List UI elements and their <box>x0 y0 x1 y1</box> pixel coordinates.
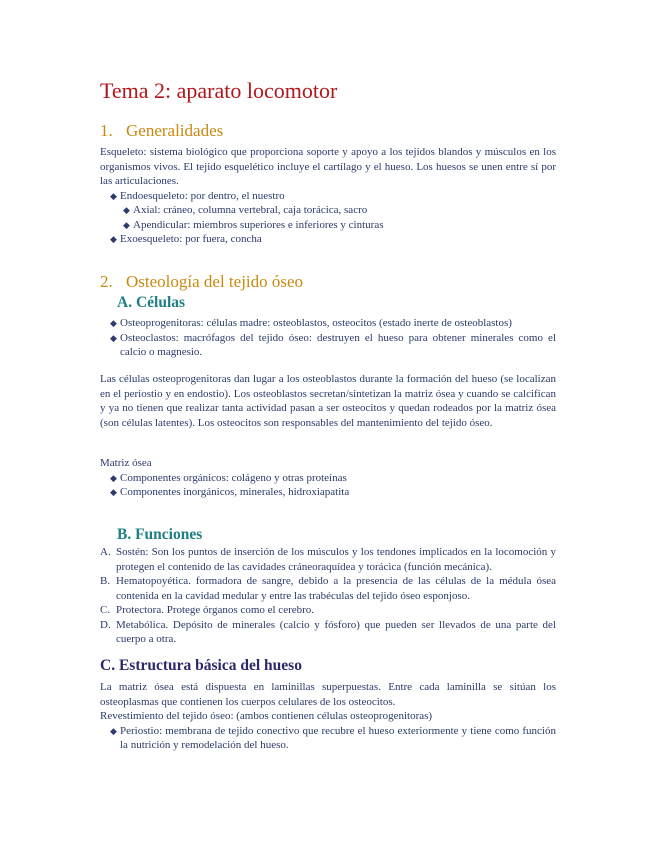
list-marker: B. <box>100 575 111 587</box>
skeleton-list <box>100 189 556 247</box>
list-item-text: Axial: cráneo, columna vertebral, caja torácica, sacro <box>133 204 368 216</box>
matriz-block <box>100 456 556 500</box>
list-item <box>100 574 556 603</box>
revestimiento-list <box>100 724 556 753</box>
matriz-label: Matriz ósea <box>100 457 152 469</box>
page-title: Tema 2: aparato locomotor <box>100 78 338 103</box>
list-item-text: Periostio: membrana de tejido conectivo que recubre el hueso exteriormente y tiene como función la nutrición y remodelación del hueso. <box>120 724 556 751</box>
list-item <box>100 724 556 753</box>
list-item-text: Componentes orgánicos: colágeno y otras proteínas <box>120 471 347 484</box>
list-item <box>100 203 556 218</box>
subsection-heading-estructura: C. Estructura básica del hueso <box>100 657 302 674</box>
paragraph-osteoprogenitoras: Las células osteoprogenitoras dan lugar a los osteoblastos durante la formación del hueso (se localizan en el periostio y en endostio). Los osteoblastos secretan/sintetizan la matriz ósea y cuando se calcifican y ya no tienen que realizar tanta actividad pasan a ser osteocitos y quedan rodeados por la matriz ósea (son células latentes). Los osteocitos son responsables del mantenimiento del tejido óseo. <box>100 373 556 429</box>
list-item-text: Osteoprogenitoras: células madre: osteoblastos, osteocitos (estado inerte de osteoblastos) <box>120 317 512 329</box>
subsection-heading-celulas: A. Células <box>117 294 186 311</box>
list-item <box>100 316 556 331</box>
list-item <box>100 545 556 574</box>
diamond-bullet-icon: ◆ <box>123 219 130 230</box>
list-item <box>100 218 556 233</box>
section-title: Osteología del tejido óseo <box>126 272 304 291</box>
diamond-bullet-icon: ◆ <box>110 725 117 736</box>
diamond-bullet-icon: ◆ <box>110 332 117 343</box>
celulas-list-block <box>100 316 556 360</box>
list-item <box>100 485 556 500</box>
diamond-bullet-icon: ◆ <box>110 318 117 328</box>
list-item <box>100 331 556 360</box>
section-number: 1. <box>100 121 113 140</box>
section-number: 2. <box>100 272 113 291</box>
funciones-list <box>100 545 556 647</box>
list-marker: C. <box>100 604 111 616</box>
estructura-block <box>100 680 556 753</box>
list-item-text: Hematopoyética. formadora de sangre, debido a la presencia de las células de la médula ósea contenida en la cavidad medular y entre las trabéculas del tejido óseo esponjoso. <box>116 575 556 602</box>
list-item-text: Apendicular: miembros superiores e inferiores y cinturas <box>133 218 384 231</box>
section-heading-generalidades <box>100 121 223 141</box>
list-item-text: Metabólica. Depósito de minerales (calcio y fósforo) que pueden ser llevados de una parte del cuerpo a otra. <box>116 618 556 645</box>
list-item <box>100 471 556 486</box>
section-heading-osteologia <box>100 272 303 292</box>
list-item-text: Osteoclastos: macrófagos del tejido óseo: destruyen el hueso para obtener minerales como el calcio o magnesio. <box>120 331 556 358</box>
list-item-text: Exoesqueleto: por fuera, concha <box>120 233 262 245</box>
diamond-bullet-icon: ◆ <box>110 487 117 497</box>
paragraph-esqueleto: Esqueleto: sistema biológico que proporciona soporte y apoyo a los tejidos blandos y músculos en los organismos vivos. El tejido esquelético incluye el cartílago y el hueso. Los huesos se unen entre sí por las articulaciones. <box>100 146 556 187</box>
list-item-text: Protectora. Protege órganos como el cerebro. <box>116 604 315 616</box>
diamond-bullet-icon: ◆ <box>110 234 117 244</box>
list-item <box>100 603 556 618</box>
list-item-text: Endoesqueleto: por dentro, el nuestro <box>120 189 285 202</box>
matriz-list <box>100 471 556 500</box>
list-item <box>100 618 556 647</box>
cell-types-list <box>100 316 556 360</box>
diamond-bullet-icon: ◆ <box>110 472 117 483</box>
subsection-heading-funciones: B. Funciones <box>117 526 203 543</box>
list-item-text: Componentes inorgánicos, minerales, hidroxiapatita <box>120 486 350 498</box>
section-generalidades-body <box>100 145 556 247</box>
diamond-bullet-icon: ◆ <box>110 190 117 201</box>
list-marker: D. <box>100 618 111 631</box>
list-item <box>100 189 556 204</box>
section-title: Generalidades <box>126 121 224 140</box>
diamond-bullet-icon: ◆ <box>123 205 130 215</box>
list-marker: A. <box>100 546 111 558</box>
list-item-text: Sostén: Son los puntos de inserción de los músculos y los tendones implicados en la locomoción y protegen el contenido de las cavidades cráneoraquídea y torácica (función mecánica). <box>116 546 556 573</box>
list-item <box>100 232 556 247</box>
paragraph-matriz-laminillas: La matriz ósea está dispuesta en laminillas superpuestas. Entre cada laminilla se sitúan los osteoplasmas que contienen los cuerpos celulares de los osteocitos. <box>100 681 556 708</box>
paragraph-revestimiento: Revestimiento del tejido óseo: (ambos contienen células osteoprogenitoras) <box>100 710 433 722</box>
